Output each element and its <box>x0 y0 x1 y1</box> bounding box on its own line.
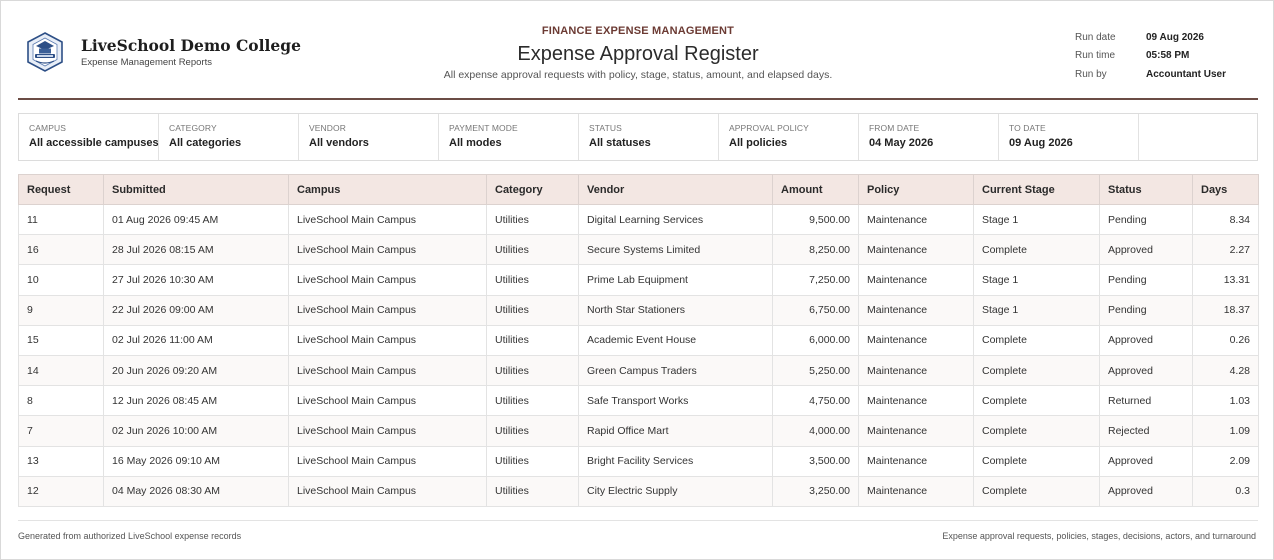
cell-campus: LiveSchool Main Campus <box>289 295 487 325</box>
column-header-policy: Policy <box>859 175 974 205</box>
cell-vendor: Green Campus Traders <box>579 355 773 385</box>
cell-campus: LiveSchool Main Campus <box>289 235 487 265</box>
cell-policy: Maintenance <box>859 265 974 295</box>
cell-status: Approved <box>1100 235 1193 265</box>
cell-current-stage: Complete <box>974 355 1100 385</box>
table-row <box>19 416 1259 446</box>
cell-category: Utilities <box>487 355 579 385</box>
cell-amount: 4,000.00 <box>773 416 859 446</box>
college-name: LiveSchool Demo College <box>81 36 301 55</box>
filter-category <box>159 114 299 160</box>
cell-policy: Maintenance <box>859 416 974 446</box>
cell-policy: Maintenance <box>859 235 974 265</box>
cell-request: 12 <box>19 476 104 506</box>
cell-status: Approved <box>1100 355 1193 385</box>
cell-amount: 9,500.00 <box>773 205 859 235</box>
filter-label: FROM DATE <box>869 123 920 133</box>
cell-current-stage: Complete <box>974 386 1100 416</box>
cell-amount: 3,500.00 <box>773 446 859 476</box>
college-subtitle: Expense Management Reports <box>81 57 212 68</box>
cell-status: Approved <box>1100 325 1193 355</box>
cell-policy: Maintenance <box>859 355 974 385</box>
cell-policy: Maintenance <box>859 205 974 235</box>
cell-category: Utilities <box>487 325 579 355</box>
cell-campus: LiveSchool Main Campus <box>289 265 487 295</box>
cell-submitted: 28 Jul 2026 08:15 AM <box>104 235 289 265</box>
column-header-request: Request <box>19 175 104 205</box>
cell-submitted: 01 Aug 2026 09:45 AM <box>104 205 289 235</box>
footer-divider <box>18 520 1258 521</box>
cell-category: Utilities <box>487 416 579 446</box>
column-header-days: Days <box>1193 175 1259 205</box>
cell-campus: LiveSchool Main Campus <box>289 476 487 506</box>
column-header-campus: Campus <box>289 175 487 205</box>
run-by-label: Run by <box>1075 68 1107 80</box>
page-title: Expense Approval Register <box>517 43 759 65</box>
run-by-row <box>1075 65 1226 84</box>
column-header-category: Category <box>487 175 579 205</box>
table-row <box>19 386 1259 416</box>
cell-submitted: 02 Jun 2026 10:00 AM <box>104 416 289 446</box>
run-date-label: Run date <box>1075 31 1116 43</box>
cell-request: 8 <box>19 386 104 416</box>
cell-policy: Maintenance <box>859 386 974 416</box>
table-row <box>19 265 1259 295</box>
filter-value: All statuses <box>589 137 651 149</box>
cell-category: Utilities <box>487 386 579 416</box>
table-row <box>19 355 1259 385</box>
cell-vendor: Digital Learning Services <box>579 205 773 235</box>
cell-status: Rejected <box>1100 416 1193 446</box>
cell-vendor: Safe Transport Works <box>579 386 773 416</box>
run-time-row <box>1075 47 1226 66</box>
table-row <box>19 446 1259 476</box>
cell-status: Pending <box>1100 205 1193 235</box>
filter-label: PAYMENT MODE <box>449 123 518 133</box>
cell-campus: LiveSchool Main Campus <box>289 446 487 476</box>
cell-submitted: 22 Jul 2026 09:00 AM <box>104 295 289 325</box>
module-label: FINANCE EXPENSE MANAGEMENT <box>541 25 735 37</box>
cell-campus: LiveSchool Main Campus <box>289 325 487 355</box>
run-date-value: 09 Aug 2026 <box>1146 31 1204 43</box>
cell-request: 7 <box>19 416 104 446</box>
run-date-row <box>1075 28 1226 47</box>
run-time-value: 05:58 PM <box>1146 50 1190 62</box>
cell-status: Approved <box>1100 476 1193 506</box>
column-header-vendor: Vendor <box>579 175 773 205</box>
cell-policy: Maintenance <box>859 446 974 476</box>
cell-current-stage: Stage 1 <box>974 205 1100 235</box>
cell-vendor: Academic Event House <box>579 325 773 355</box>
cell-days: 2.27 <box>1193 235 1259 265</box>
cell-status: Pending <box>1100 295 1193 325</box>
cell-current-stage: Complete <box>974 325 1100 355</box>
cell-policy: Maintenance <box>859 325 974 355</box>
table-row <box>19 235 1259 265</box>
filter-empty-cell <box>1139 114 1257 160</box>
cell-status: Approved <box>1100 446 1193 476</box>
cell-days: 0.26 <box>1193 325 1259 355</box>
column-header-submitted: Submitted <box>104 175 289 205</box>
cell-current-stage: Stage 1 <box>974 295 1100 325</box>
footer-note-left: Generated from authorized LiveSchool expense records <box>18 531 242 541</box>
cell-amount: 3,250.00 <box>773 476 859 506</box>
cell-amount: 6,750.00 <box>773 295 859 325</box>
filter-value: All modes <box>449 137 502 149</box>
cell-vendor: Secure Systems Limited <box>579 235 773 265</box>
filter-label: APPROVAL POLICY <box>729 123 809 133</box>
cell-current-stage: Complete <box>974 446 1100 476</box>
cell-request: 11 <box>19 205 104 235</box>
cell-submitted: 04 May 2026 08:30 AM <box>104 476 289 506</box>
filter-value: All accessible campuses <box>29 137 159 149</box>
cell-days: 18.37 <box>1193 295 1259 325</box>
table-body <box>19 205 1259 507</box>
run-time-label: Run time <box>1075 50 1116 62</box>
cell-request: 9 <box>19 295 104 325</box>
cell-amount: 7,250.00 <box>773 265 859 295</box>
cell-current-stage: Stage 1 <box>974 265 1100 295</box>
cell-policy: Maintenance <box>859 476 974 506</box>
table-row <box>19 476 1259 506</box>
filter-label: TO DATE <box>1009 123 1046 133</box>
cell-category: Utilities <box>487 446 579 476</box>
cell-amount: 8,250.00 <box>773 235 859 265</box>
cell-current-stage: Complete <box>974 235 1100 265</box>
cell-vendor: City Electric Supply <box>579 476 773 506</box>
cell-days: 4.28 <box>1193 355 1259 385</box>
cell-amount: 5,250.00 <box>773 355 859 385</box>
cell-submitted: 27 Jul 2026 10:30 AM <box>104 265 289 295</box>
filter-label: VENDOR <box>309 123 346 133</box>
cell-campus: LiveSchool Main Campus <box>289 416 487 446</box>
run-info <box>1075 28 1226 84</box>
cell-vendor: Rapid Office Mart <box>579 416 773 446</box>
filter-campus <box>19 114 159 160</box>
cell-submitted: 02 Jul 2026 11:00 AM <box>104 325 289 355</box>
cell-request: 13 <box>19 446 104 476</box>
cell-category: Utilities <box>487 205 579 235</box>
footer-note-right: Expense approval requests, policies, stages, decisions, actors, and turnaround <box>942 531 1256 541</box>
filter-value: All policies <box>729 137 788 149</box>
cell-days: 13.31 <box>1193 265 1259 295</box>
cell-status: Returned <box>1100 386 1193 416</box>
column-header-status: Status <box>1100 175 1193 205</box>
cell-vendor: North Star Stationers <box>579 295 773 325</box>
cell-policy: Maintenance <box>859 295 974 325</box>
filter-status <box>579 114 719 160</box>
cell-submitted: 20 Jun 2026 09:20 AM <box>104 355 289 385</box>
cell-days: 8.34 <box>1193 205 1259 235</box>
filter-payment-mode <box>439 114 579 160</box>
cell-current-stage: Complete <box>974 476 1100 506</box>
table-header-row <box>19 175 1259 205</box>
cell-days: 1.09 <box>1193 416 1259 446</box>
cell-category: Utilities <box>487 235 579 265</box>
filter-value: All categories <box>169 137 242 149</box>
filter-to-date <box>999 114 1139 160</box>
column-header-current-stage: Current Stage <box>974 175 1100 205</box>
cell-request: 10 <box>19 265 104 295</box>
table-row <box>19 205 1259 235</box>
filter-value: 09 Aug 2026 <box>1009 137 1073 149</box>
cell-days: 0.3 <box>1193 476 1259 506</box>
cell-category: Utilities <box>487 295 579 325</box>
cell-request: 16 <box>19 235 104 265</box>
filter-label: CAMPUS <box>29 123 66 133</box>
cell-days: 1.03 <box>1193 386 1259 416</box>
cell-category: Utilities <box>487 476 579 506</box>
cell-days: 2.09 <box>1193 446 1259 476</box>
cell-vendor: Prime Lab Equipment <box>579 265 773 295</box>
filter-label: CATEGORY <box>169 123 217 133</box>
cell-campus: LiveSchool Main Campus <box>289 355 487 385</box>
filter-value: 04 May 2026 <box>869 137 934 149</box>
cell-request: 15 <box>19 325 104 355</box>
cell-request: 14 <box>19 355 104 385</box>
run-by-value: Accountant User <box>1146 68 1227 80</box>
college-crest-icon <box>24 31 66 73</box>
cell-category: Utilities <box>487 265 579 295</box>
filter-label: STATUS <box>589 123 622 133</box>
column-header-amount: Amount <box>773 175 859 205</box>
cell-amount: 4,750.00 <box>773 386 859 416</box>
table-row <box>19 295 1259 325</box>
cell-campus: LiveSchool Main Campus <box>289 386 487 416</box>
cell-submitted: 12 Jun 2026 08:45 AM <box>104 386 289 416</box>
report-description: All expense approval requests with policy, stage, status, amount, and elapsed days. <box>443 69 833 81</box>
filter-vendor <box>299 114 439 160</box>
expense-approval-table <box>18 174 1259 507</box>
table-row <box>19 325 1259 355</box>
header-divider <box>18 98 1258 100</box>
filter-from-date <box>859 114 999 160</box>
filter-approval-policy <box>719 114 859 160</box>
filter-summary <box>18 113 1258 161</box>
cell-status: Pending <box>1100 265 1193 295</box>
report-heading <box>388 25 888 81</box>
cell-campus: LiveSchool Main Campus <box>289 205 487 235</box>
cell-submitted: 16 May 2026 09:10 AM <box>104 446 289 476</box>
filter-value: All vendors <box>309 137 369 149</box>
cell-current-stage: Complete <box>974 416 1100 446</box>
cell-vendor: Bright Facility Services <box>579 446 773 476</box>
cell-amount: 6,000.00 <box>773 325 859 355</box>
